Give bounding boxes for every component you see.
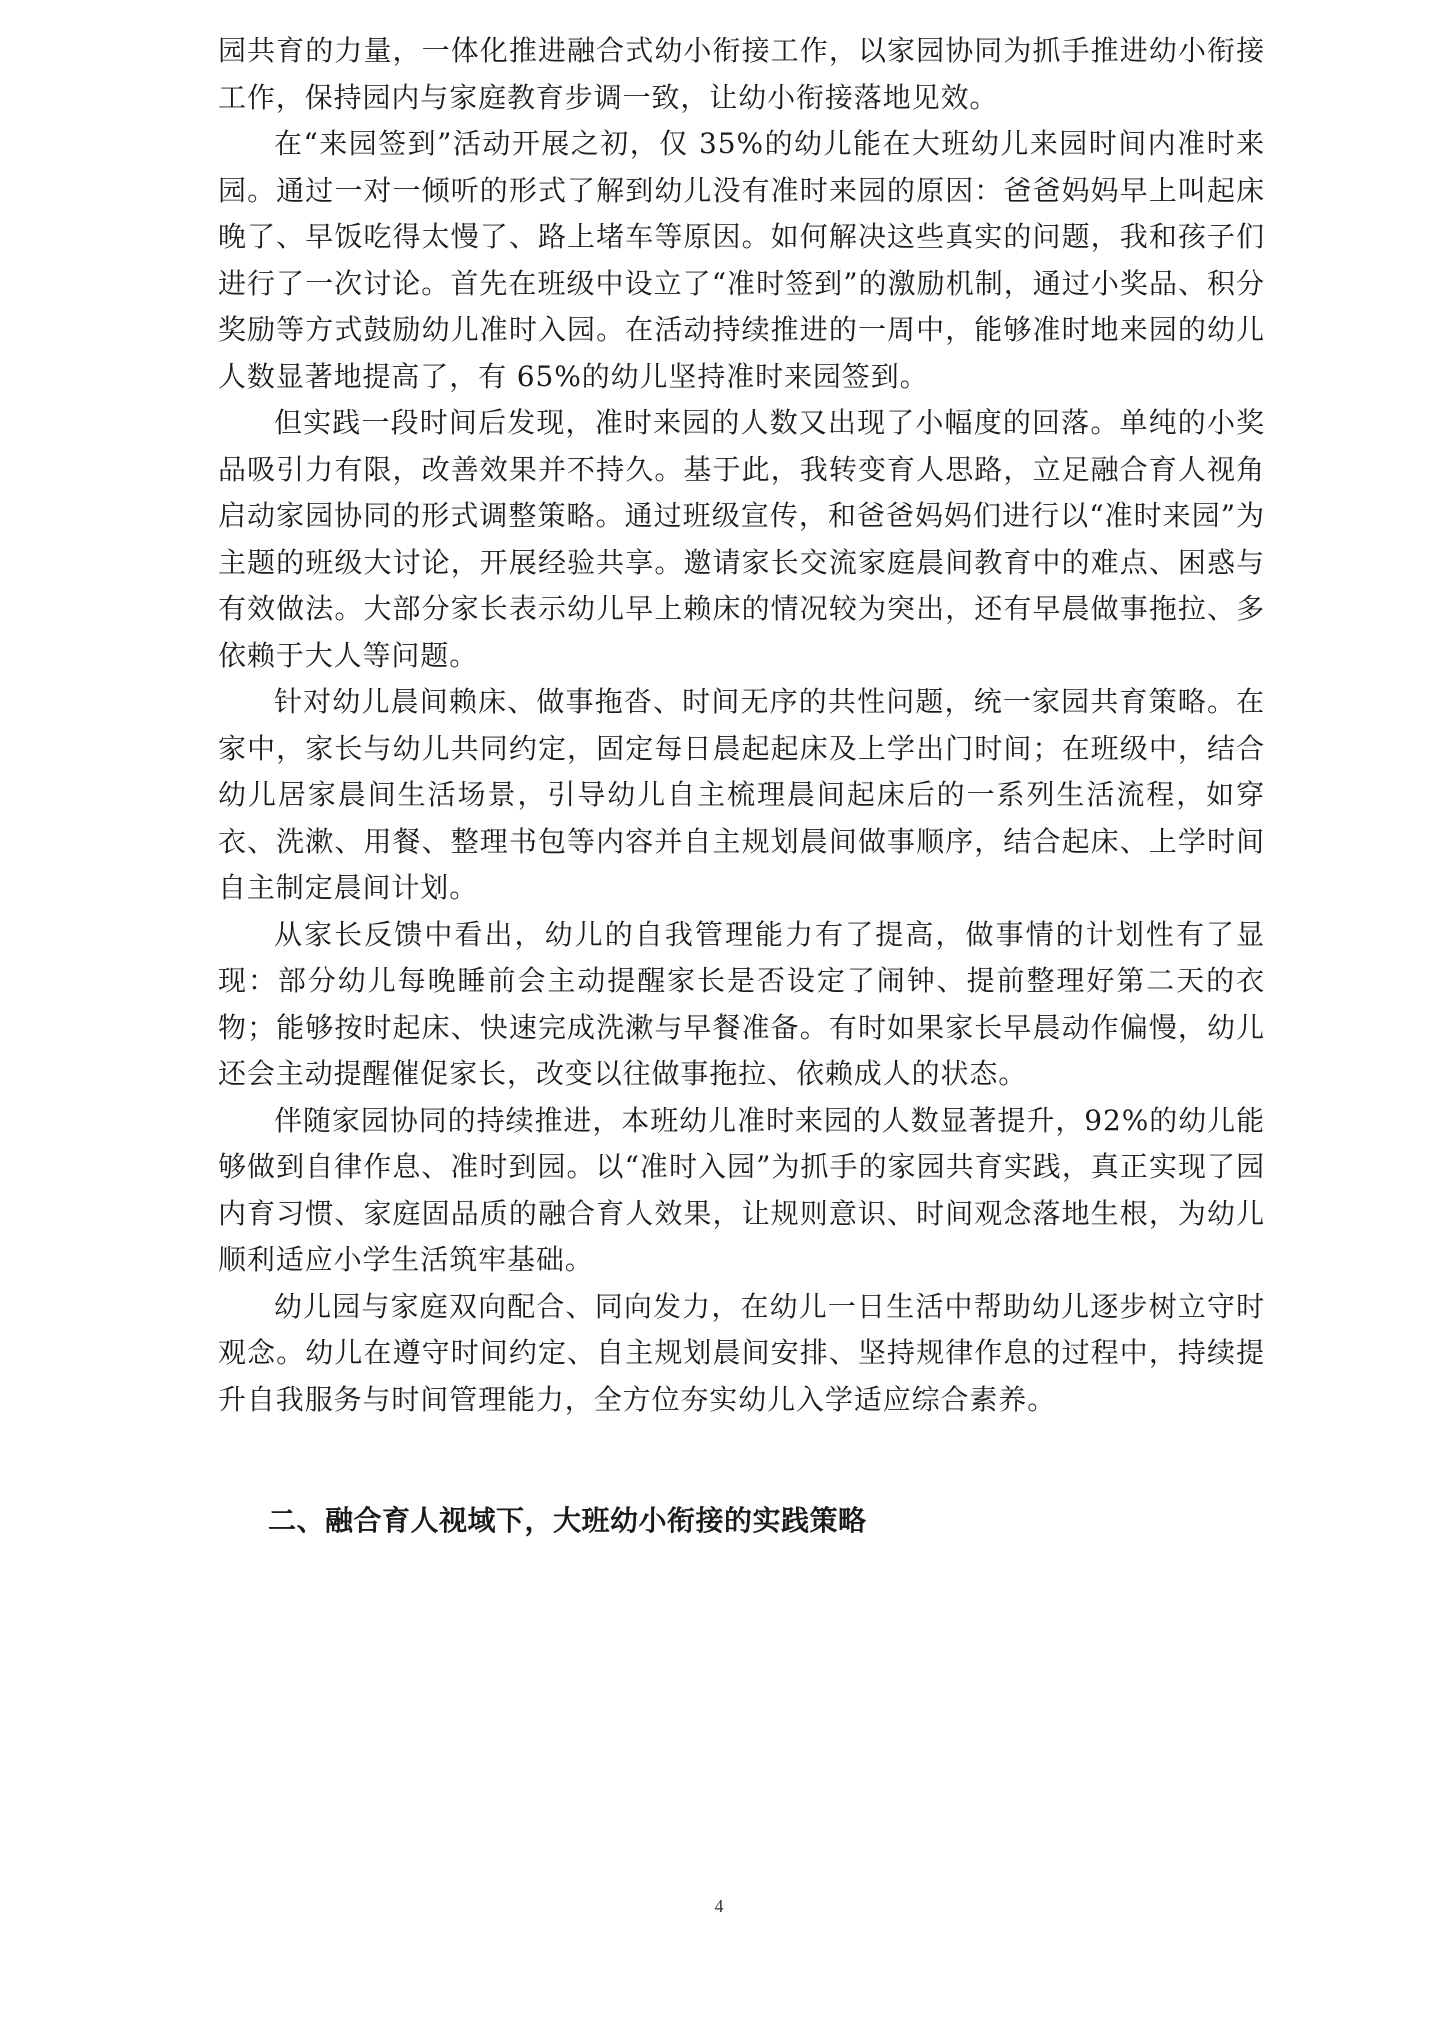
paragraph-continuation: 园共育的力量，一体化推进融合式幼小衔接工作，以家园协同为抓手推进幼小衔接工作，保持园内与家庭教育步调一致，让幼小衔接落地见效。 <box>218 34 1265 114</box>
paragraph-practice-decline: 但实践一段时间后发现，准时来园的人数又出现了小幅度的回落。单纯的小奖品吸引力有限，改善效果并不持久。基于此，我转变育人思路，立足融合育人视角启动家园协同的形式调整策略。通过班级宣传，和爸爸妈妈们进行以“准时来园”为主题的班级大讨论，开展经验共享。邀请家长交流家庭晨间教育中的难点、困惑与有效做法。大部分家长表示幼儿早上赖床的情况较为突出，还有早晨做事拖拉、多依赖于大人等问题。 <box>218 406 1265 672</box>
section-heading: 二、融合育人视域下，大班幼小衔接的实践策略 <box>268 1504 867 1537</box>
page-number: 4 <box>714 1896 724 1916</box>
document-body <box>218 28 1265 1545</box>
paragraph-summary: 幼儿园与家庭双向配合、同向发力，在幼儿一日生活中帮助幼儿逐步树立守时观念。幼儿在遵守时间约定、自主规划晨间安排、坚持规律作息的过程中，持续提升自我服务与时间管理能力，全方位夯实幼儿入学适应综合素养。 <box>218 1289 1265 1416</box>
paragraph-collaboration-result: 伴随家园协同的持续推进，本班幼儿准时来园的人数显著提升，92%的幼儿能够做到自律作息、准时到园。以“准时入园”为抓手的家园共育实践，真正实现了园内育习惯、家庭固品质的融合育人效果，让规则意识、时间观念落地生根，为幼儿顺利适应小学生活筑牢基础。 <box>218 1103 1265 1276</box>
paragraph-parent-feedback: 从家长反馈中看出，幼儿的自我管理能力有了提高，做事情的计划性有了显现：部分幼儿每晚睡前会主动提醒家长是否设定了闹钟、提前整理好第二天的衣物；能够按时起床、快速完成洗漱与早餐准备。有时如果家长早晨动作偏慢，幼儿还会主动提醒催促家长，改变以往做事拖拉、依赖成人的状态。 <box>218 917 1265 1090</box>
paragraph-common-strategy: 针对幼儿晨间赖床、做事拖沓、时间无序的共性问题，统一家园共育策略。在家中，家长与幼儿共同约定，固定每日晨起起床及上学出门时间；在班级中，结合幼儿居家晨间生活场景，引导幼儿自主梳理晨间起床后的一系列生活流程，如穿衣、洗漱、用餐、整理书包等内容并自主规划晨间做事顺序，结合起床、上学时间自主制定晨间计划。 <box>218 685 1265 904</box>
paragraph-sign-in-activity: 在“来园签到”活动开展之初，仅 35%的幼儿能在大班幼儿来园时间内准时来园。通过一对一倾听的形式了解到幼儿没有准时来园的原因：爸爸妈妈早上叫起床晚了、早饭吃得太慢了、路上堵车等原因。如何解决这些真实的问题，我和孩子们进行了一次讨论。首先在班级中设立了“准时签到”的激励机制，通过小奖品、积分奖励等方式鼓励幼儿准时入园。在活动持续推进的一周中，能够准时地来园的幼儿人数显著地提高了，有 65%的幼儿坚持准时来园签到。 <box>218 127 1265 393</box>
